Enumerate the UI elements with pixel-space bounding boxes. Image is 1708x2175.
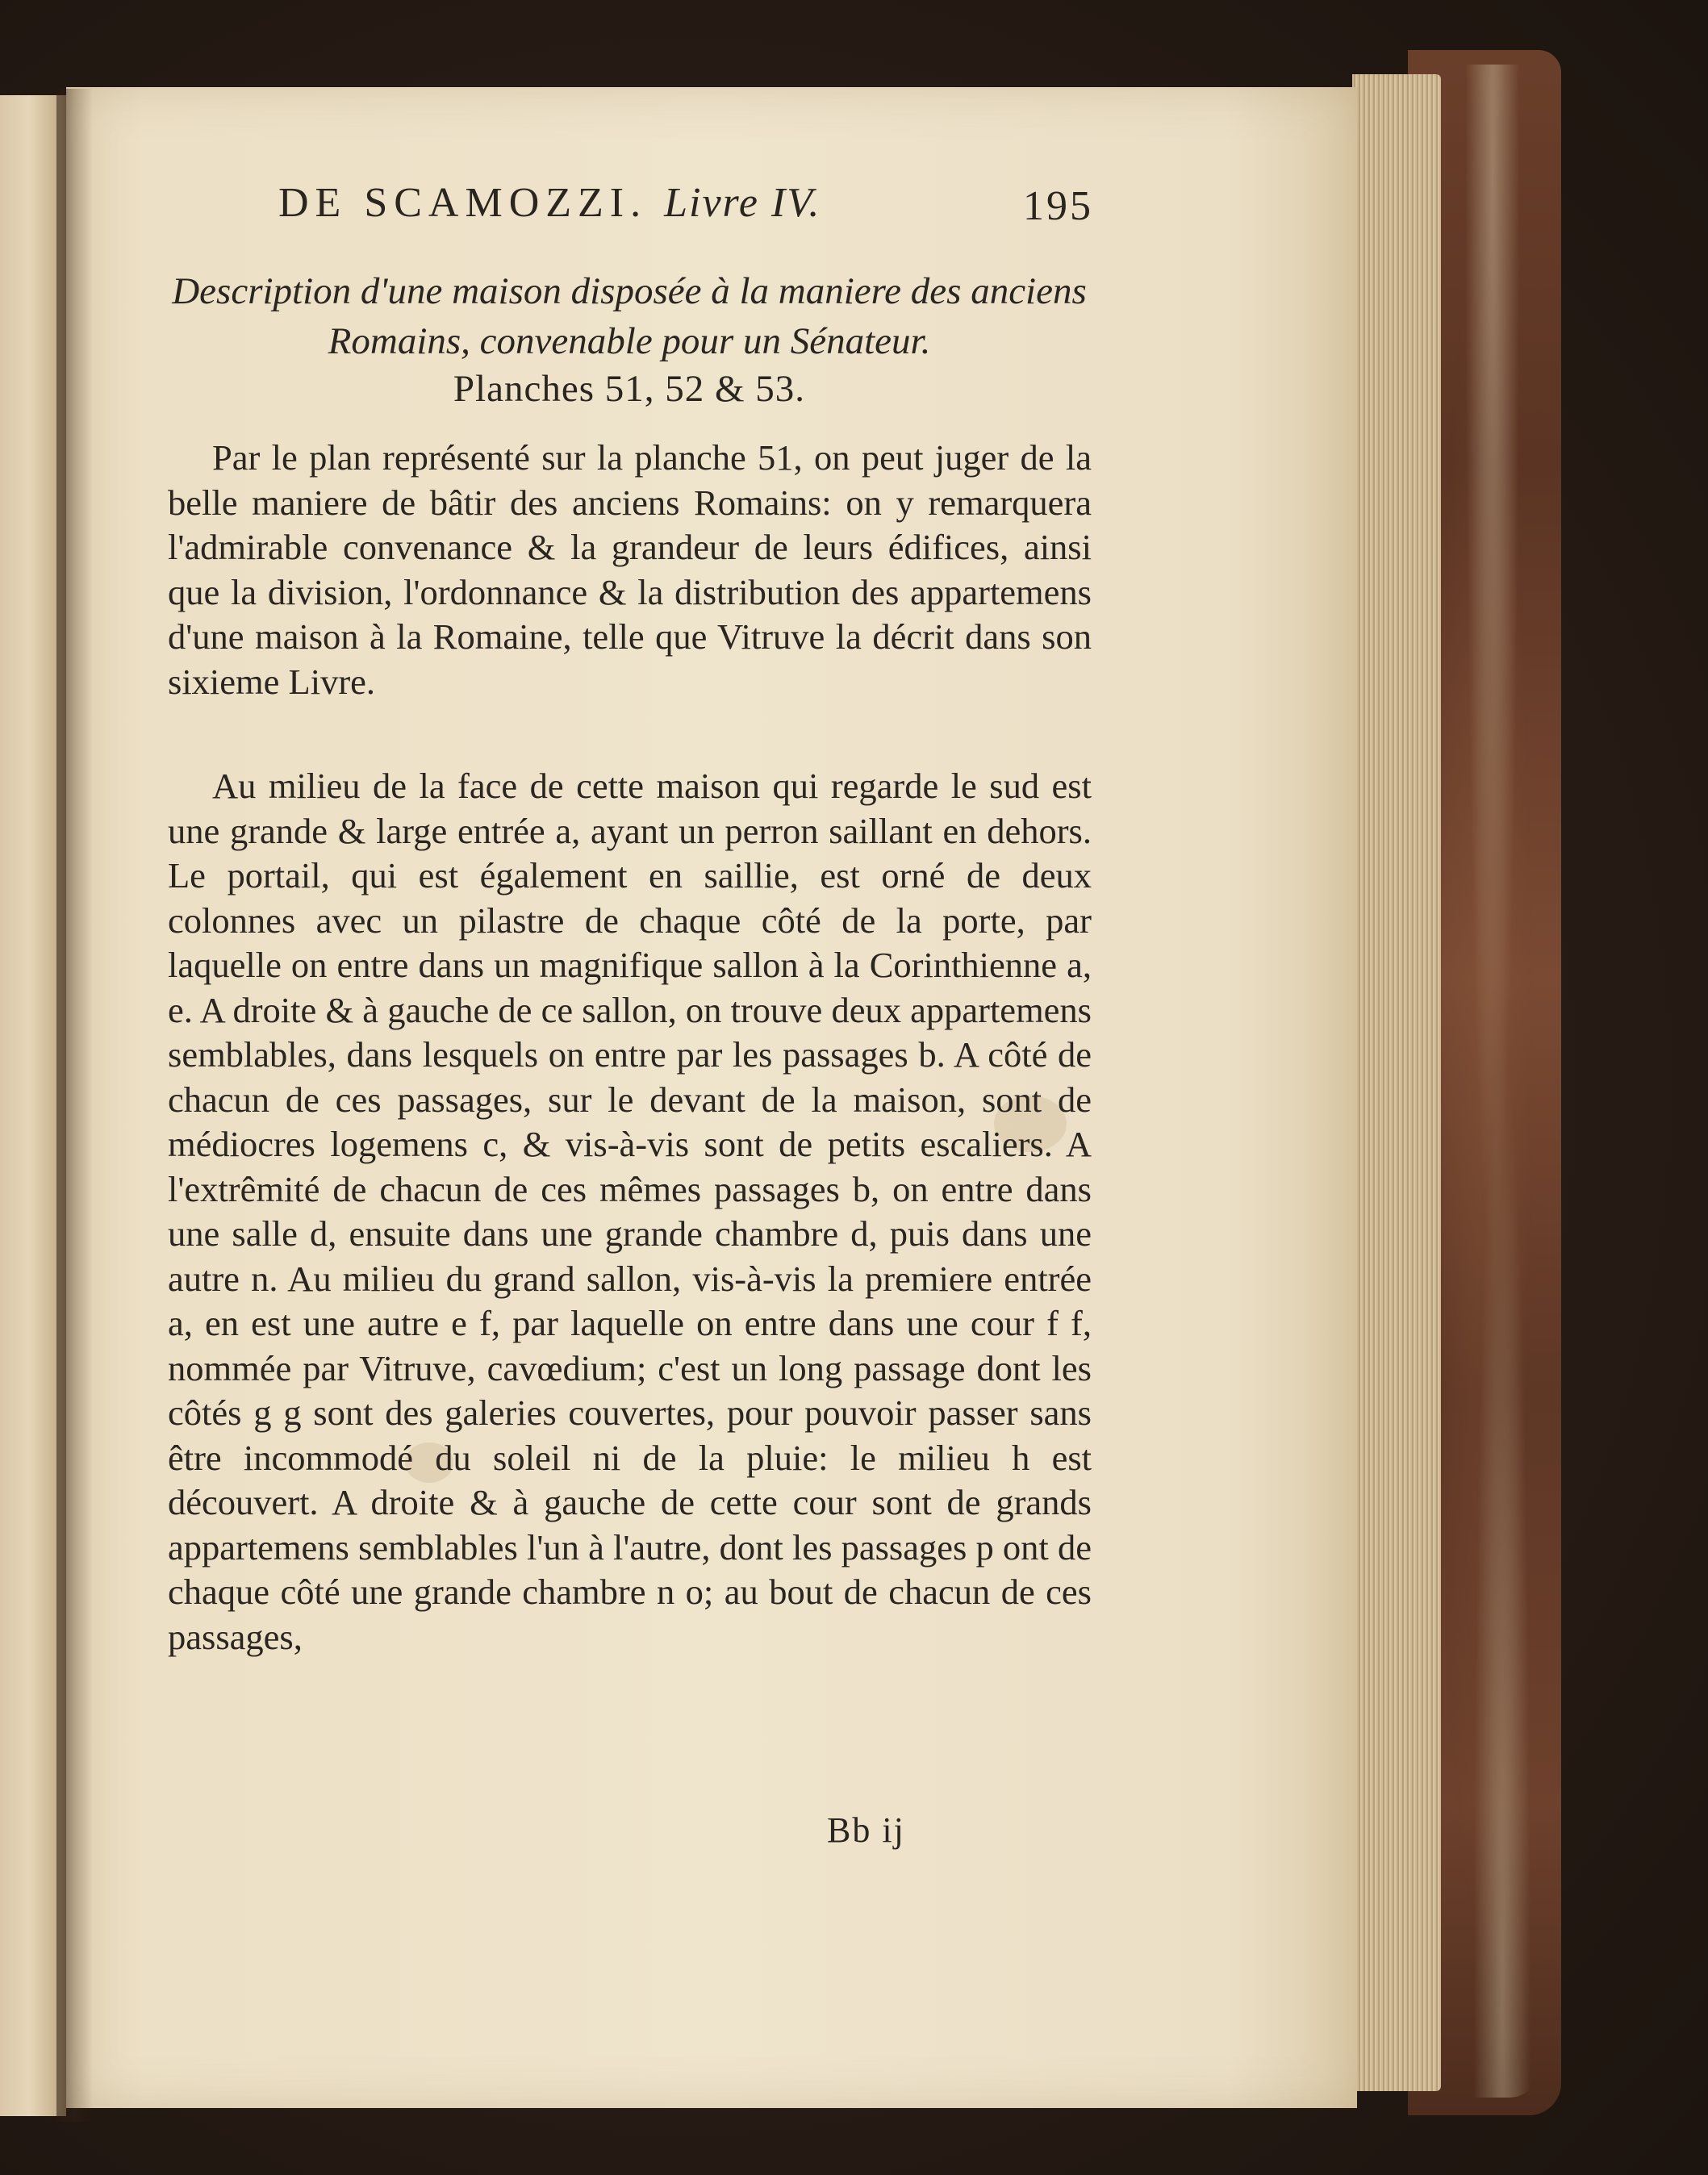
page-edges (1352, 74, 1441, 2091)
signature-mark: Bb ij (827, 1810, 905, 1850)
running-title-prefix: DE SCAMOZZI. (278, 180, 648, 226)
body-paragraph: Par le plan représenté sur la planche 51, on peut juger de la belle maniere de bâtir des anciens Romains: on y remarquera l'admirable convenance & la grandeur de leurs édifices, ainsi que la division, l'ordonnance & la distribution des appartemens d'une maison à la Romaine, telle que Vitruve la décrit dans son sixieme Livre. (168, 437, 1092, 702)
section-title: Description d'une maison disposée à la maniere des anciens Romains, convenable pour un Sénateur. (172, 270, 1087, 362)
gutter-shadow (56, 89, 93, 2122)
cover-wear (1444, 65, 1541, 2098)
running-title-book: Livre IV. (664, 180, 821, 226)
running-title (278, 179, 821, 227)
body-paragraph: Au milieu de la face de cette maison qui regarde le sud est une grande & large entrée a, ayant un perron saillant en dehors. Le portail, qui est également en saillie, est orné de deux colonnes avec un pilastre de chaque côté de la porte, par laquelle on entre dans un magnifique sallon à la Corinthienne a, e. A droite & à gauche de ce sallon, on trouve deux appartemens semblables, dans lesquels on entre par les passages b. A côté de chacun de ces passages, sur le devant de la maison, sont de médiocres logemens c, & vis-à-vis sont de petits escaliers. A l'extrêmité de chacun de ces mêmes passages b, on entre dans une salle d, ensuite dans une grande chambre d, puis dans une autre n. Au milieu du grand sallon, vis-à-vis la premiere entrée a, en est une autre e f, par laquelle on entre dans une cour f f, nommée par Vitruve, cavœdium; c'est un long passage dont les côtés g g sont des galeries couvertes, pour pouvoir passer sans être incommodé du soleil ni de la pluie: le milieu h est découvert. A droite & à gauche de cette cour sont de grands appartemens semblables l'un à l'autre, dont les passages p ont de chaque côté une grande chambre n o; au bout de chacun de ces passages, (168, 766, 1092, 1657)
running-header (278, 179, 1093, 244)
page-number: 195 (1023, 183, 1093, 229)
plates-reference: Planches 51, 52 & 53. (453, 368, 806, 410)
